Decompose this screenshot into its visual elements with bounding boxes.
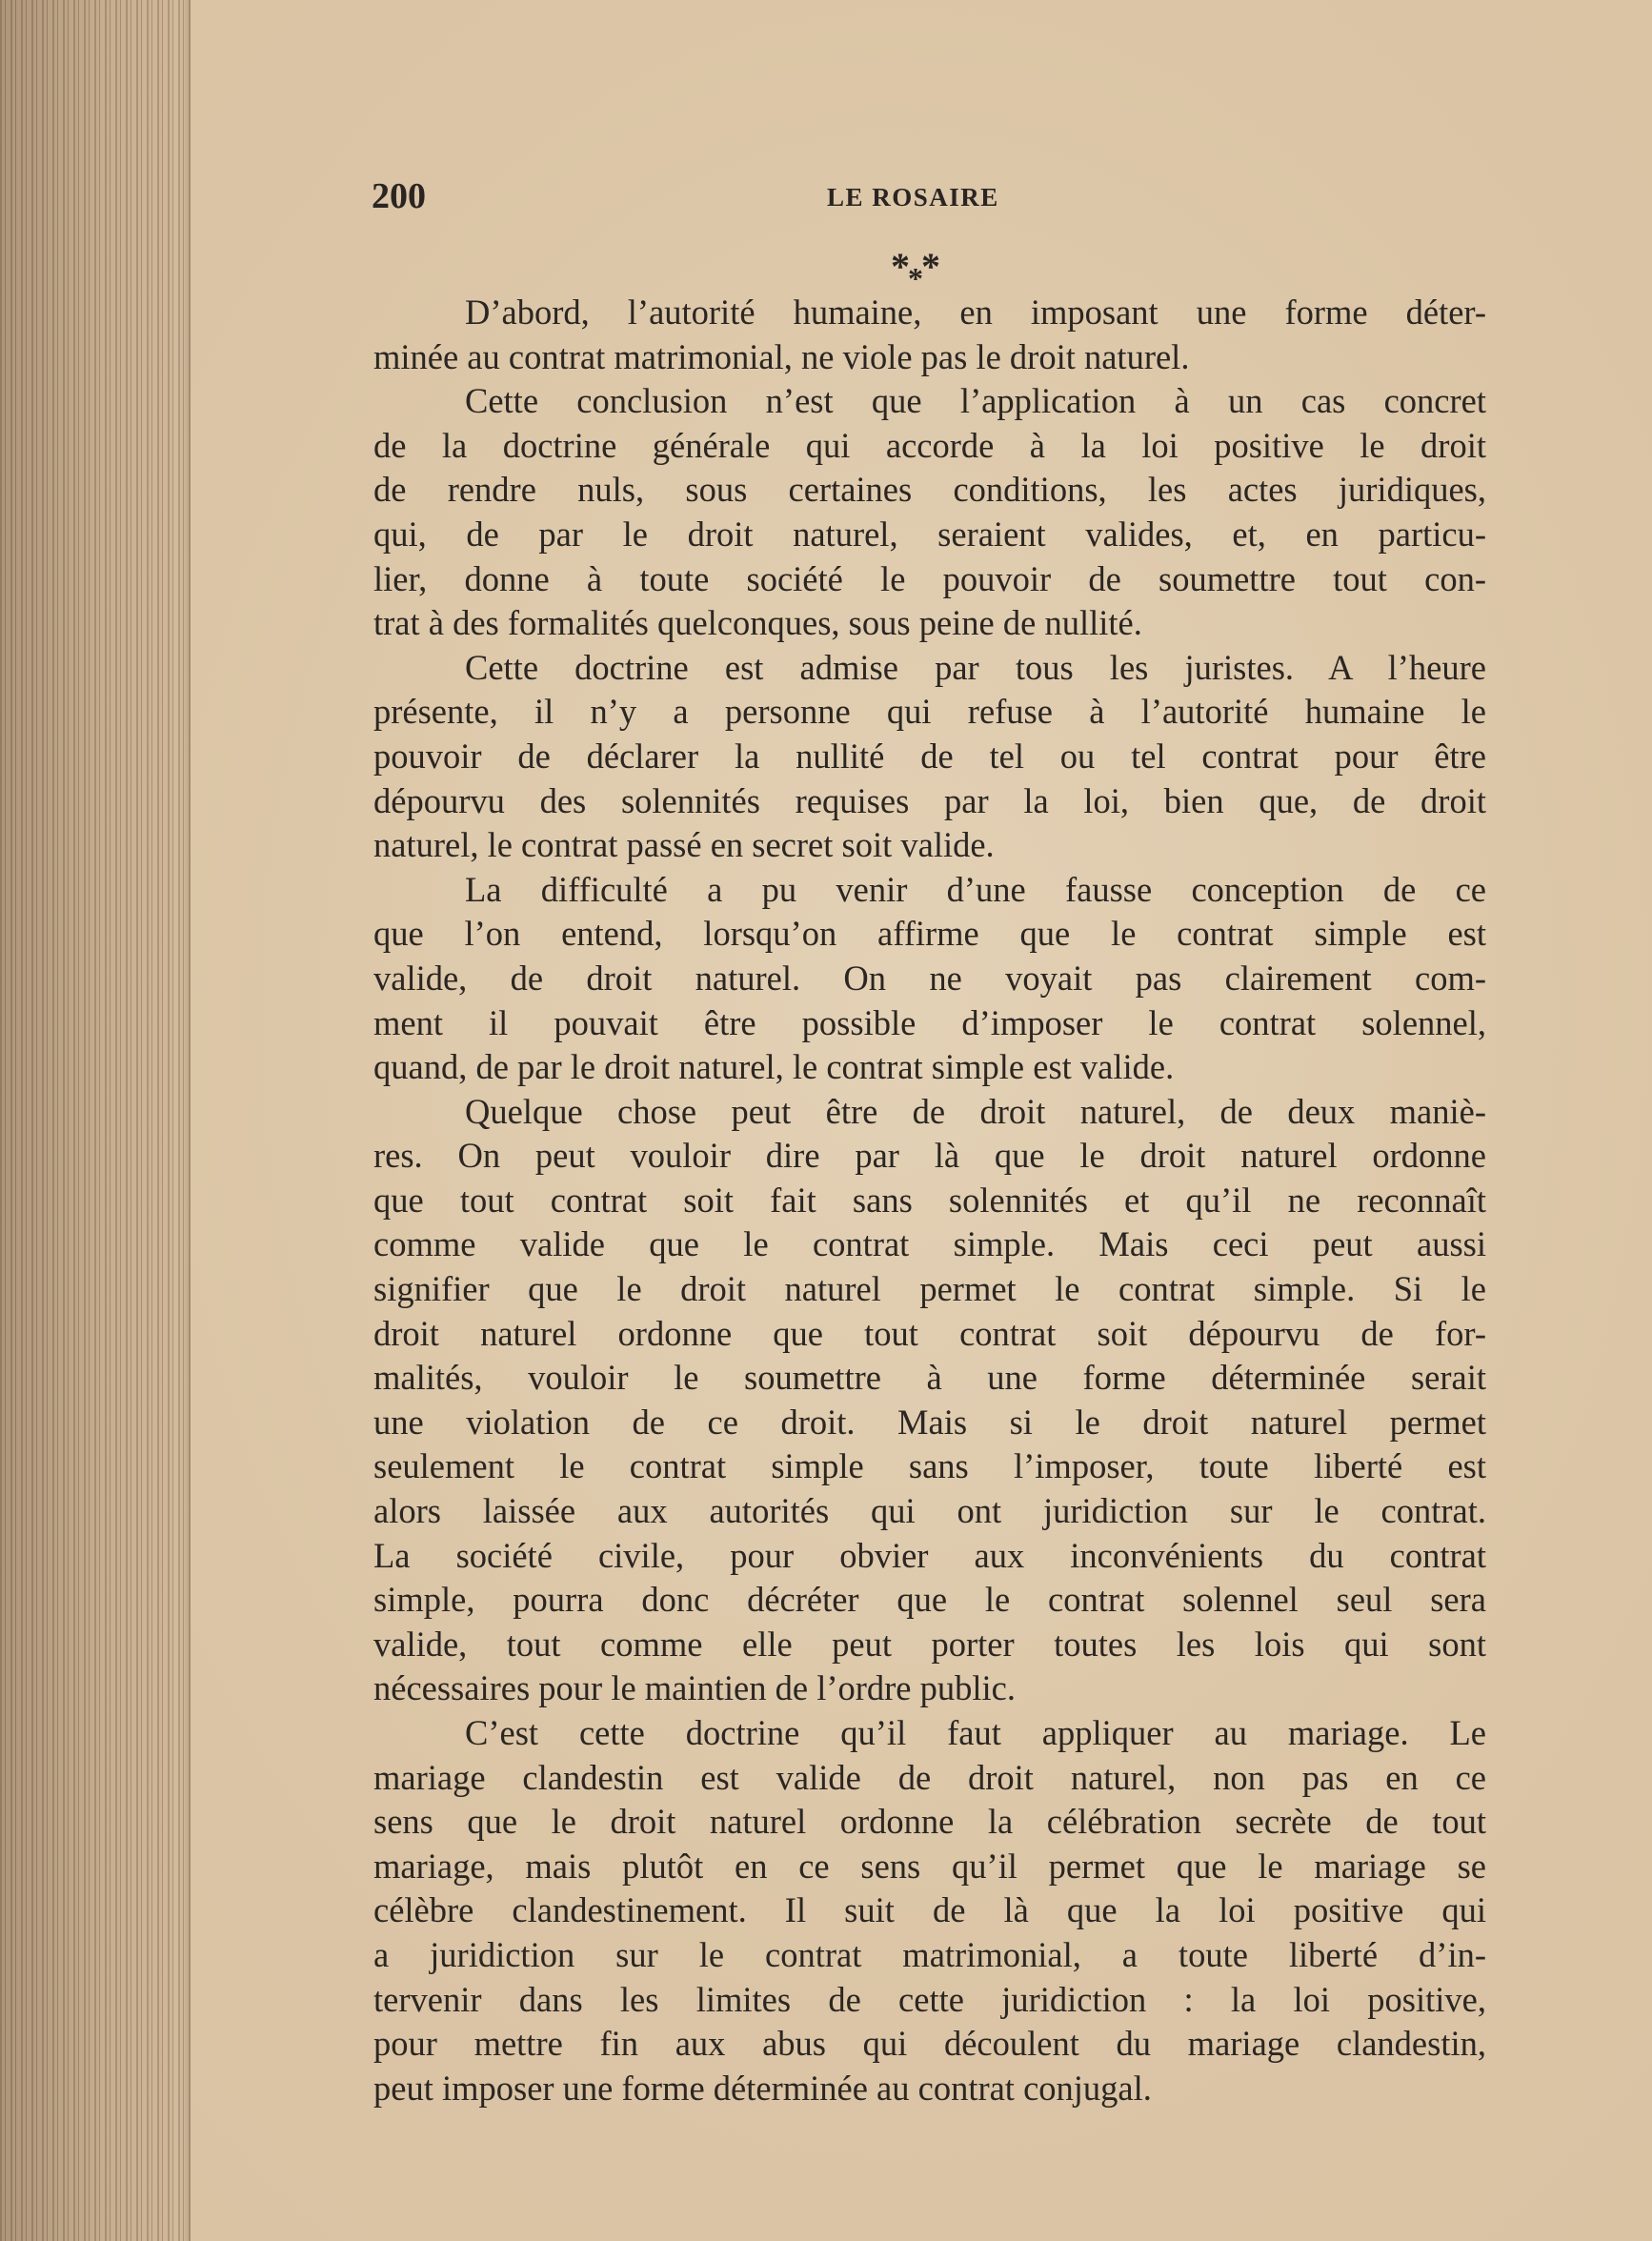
paragraph: [373, 646, 1486, 868]
running-head: LE ROSAIRE: [827, 183, 999, 212]
text-line: simple, pourra donc décréter que le contrat solennel seul sera: [373, 1580, 1486, 1620]
text-line: que tout contrat soit fait sans solennités et qu’il ne reconnaît: [373, 1180, 1486, 1220]
ornament-star-right: *: [921, 245, 938, 288]
text-line: trat à des formalités quelconques, sous peine de nullité.: [373, 603, 1142, 643]
text-line: Cette conclusion n’est que l’application à un cas concret: [465, 381, 1486, 421]
paragraph: [373, 291, 1486, 379]
text-line: C’est cette doctrine qu’il faut appliquer au mariage. Le: [465, 1713, 1486, 1752]
text-line: ment il pouvait être possible d’imposer le contrat solennel,: [373, 1002, 1486, 1042]
text-line: valide, tout comme elle peut porter toutes les lois qui sont: [373, 1624, 1486, 1664]
text-line: quand, de par le droit naturel, le contrat simple est valide.: [373, 1047, 1175, 1087]
text-line: alors laissée aux autorités qui ont juridiction sur le contrat.: [373, 1491, 1486, 1531]
page-number: 200: [372, 176, 426, 216]
text-line: sens que le droit naturel ordonne la célébration secrète de tout: [373, 1802, 1486, 1842]
text-line: pour mettre fin aux abus qui découlent du mariage clandestin,: [373, 2024, 1486, 2064]
text-line: droit naturel ordonne que tout contrat soit dépourvu de for-: [373, 1313, 1486, 1353]
text-line: valide, de droit naturel. On ne voyait pas clairement com-: [373, 958, 1486, 998]
text-line: malités, vouloir le soumettre à une forme déterminée serait: [373, 1358, 1486, 1398]
text-line: res. On peut vouloir dire par là que le droit naturel ordonne: [373, 1136, 1486, 1176]
text-line: mariage clandestin est valide de droit naturel, non pas en ce: [373, 1757, 1486, 1797]
text-line: La société civile, pour obvier aux inconvénients du contrat: [373, 1535, 1486, 1575]
body-text: [373, 291, 1486, 2110]
text-line: pouvoir de déclarer la nullité de tel ou tel contrat pour être: [373, 736, 1486, 776]
text-line: D’abord, l’autorité humaine, en imposant une forme déter-: [465, 293, 1486, 332]
page-header: [372, 175, 1486, 223]
text-line: que l’on entend, lorsqu’on affirme que le contrat simple est: [373, 914, 1486, 954]
text-line: qui, de par le droit naturel, seraient valides, et, en particu-: [373, 514, 1486, 554]
text-line: signifier que le droit naturel permet le contrat simple. Si le: [373, 1269, 1486, 1309]
text-line: naturel, le contrat passé en secret soit valide.: [373, 825, 995, 865]
text-line: mariage, mais plutôt en ce sens qu’il permet que le mariage se: [373, 1846, 1486, 1886]
text-line: seulement le contrat simple sans l’imposer, toute liberté est: [373, 1446, 1486, 1486]
section-ornament: [857, 244, 972, 295]
text-line: comme valide que le contrat simple. Mais ceci peut aussi: [373, 1224, 1486, 1264]
paragraph: [373, 868, 1486, 1090]
text-line: nécessaires pour le maintien de l’ordre public.: [373, 1668, 1016, 1708]
text-line: Quelque chose peut être de droit naturel, de deux maniè-: [465, 1091, 1486, 1131]
text-line: minée au contrat matrimonial, ne viole pas le droit naturel.: [373, 336, 1190, 376]
text-line: dépourvu des solennités requises par la loi, bien que, de droit: [373, 780, 1486, 820]
paragraph: [373, 1090, 1486, 1711]
text-line: tervenir dans les limites de cette juridiction : la loi positive,: [373, 1979, 1486, 2019]
text-line: présente, il n’y a personne qui refuse à l’autorité humaine le: [373, 692, 1486, 732]
text-line: Cette doctrine est admise par tous les juristes. A l’heure: [465, 647, 1486, 687]
text-line: La difficulté a pu venir d’une fausse conception de ce: [465, 869, 1486, 909]
text-line: lier, donne à toute société le pouvoir de soumettre tout con-: [373, 558, 1486, 598]
ornament-star-left: *: [891, 245, 908, 288]
ornament-star-middle: *: [908, 261, 921, 295]
book-spine-edge: [0, 0, 191, 2241]
text-line: de la doctrine générale qui accorde à la loi positive le droit: [373, 425, 1486, 465]
paragraph: [373, 1711, 1486, 2110]
text-line: célèbre clandestinement. Il suit de là que la loi positive qui: [373, 1890, 1486, 1930]
text-line: de rendre nuls, sous certaines conditions, les actes juridiques,: [373, 470, 1486, 510]
text-line: a juridiction sur le contrat matrimonial, a toute liberté d’in-: [373, 1934, 1486, 1974]
text-line: peut imposer une forme déterminée au contrat conjugal.: [373, 2068, 1152, 2108]
text-line: une violation de ce droit. Mais si le droit naturel permet: [373, 1402, 1486, 1442]
paragraph: [373, 379, 1486, 646]
